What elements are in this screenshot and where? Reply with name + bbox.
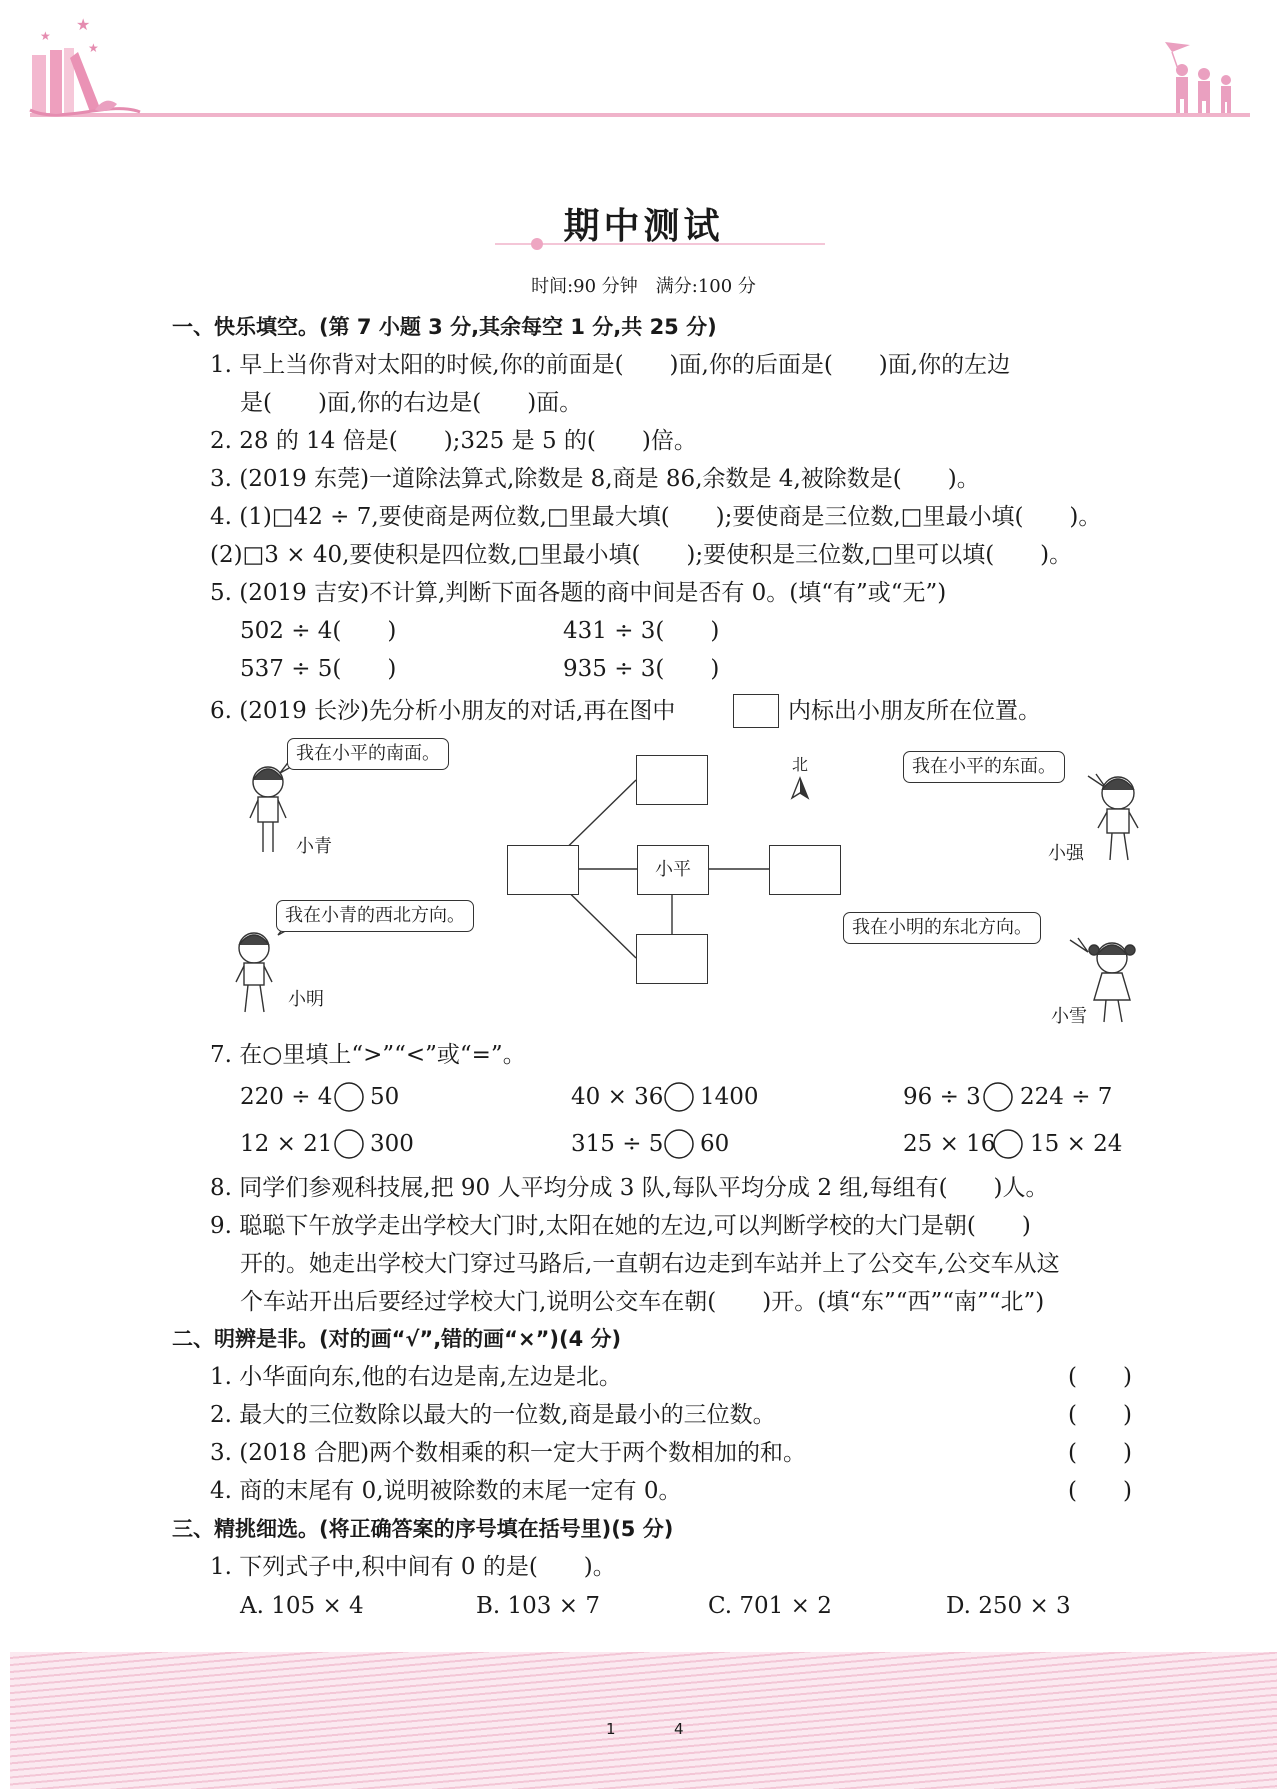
compare-circle[interactable] <box>992 1128 1024 1160</box>
answer-box-east[interactable] <box>769 845 841 895</box>
judge-item: 1. 小华面向东,他的右边是南,左边是北。 <box>210 1364 622 1390</box>
section2-heading: 二、明辨是非。(对的画“√”,错的画“×”)(4 分) <box>172 1327 622 1351</box>
speech-bubble-xiaoqiang: 我在小平的东面。 <box>903 751 1065 783</box>
judge-item: 3. (2018 合肥)两个数相乘的积一定大于两个数相加的和。 <box>210 1440 807 1466</box>
q7-left: 12 × 21 <box>240 1131 333 1157</box>
north-label: 北 <box>792 755 809 774</box>
q1-line1: 1. 早上当你背对太阳的时候,你的前面是( )面,你的后面是( )面,你的左边 <box>210 352 1011 378</box>
name-xiaoqing: 小青 <box>296 836 332 857</box>
page-number-1: 1 <box>606 1720 616 1738</box>
q5-item: 431 ÷ 3( ) <box>563 618 720 644</box>
q7-right: 60 <box>700 1131 730 1157</box>
q8: 8. 同学们参观科技展,把 90 人平均分成 3 队,每队平均分成 2 组,每组有( )人。 <box>210 1175 1049 1201</box>
kid-xiaoxue-icon <box>1089 943 1135 1022</box>
choice-q1: 1. 下列式子中,积中间有 0 的是( )。 <box>210 1554 616 1580</box>
q7: 7. 在○里填上“>”“<”或“=”。 <box>210 1042 526 1068</box>
kid-xiaoqiang-icon <box>1098 777 1138 860</box>
option-c: C. 701 × 2 <box>708 1593 832 1619</box>
q5-item: 537 ÷ 5( ) <box>240 656 397 682</box>
option-a: A. 105 × 4 <box>240 1593 364 1619</box>
judge-item: 2. 最大的三位数除以最大的一位数,商是最小的三位数。 <box>210 1402 776 1428</box>
q6-text-a: 6. (2019 长沙)先分析小朋友的对话,再在图中 <box>210 698 676 724</box>
q6-text-b: 内标出小朋友所在位置。 <box>788 698 1041 724</box>
compare-circle[interactable] <box>663 1081 695 1113</box>
answer-box-north[interactable] <box>636 755 708 805</box>
center-box-xiaoping <box>637 845 709 895</box>
q7-left: 315 ÷ 5 <box>571 1131 664 1157</box>
section3-heading: 三、精挑细选。(将正确答案的序号填在括号里)(5 分) <box>172 1517 674 1541</box>
judge-answer-paren[interactable]: ( ) <box>1068 1440 1132 1466</box>
q9-line1: 9. 聪聪下午放学走出学校大门时,太阳在她的左边,可以判断学校的大门是朝( ) <box>210 1213 1031 1239</box>
speech-bubble-xiaoqing: 我在小平的南面。 <box>287 738 449 770</box>
q9-line3: 个车站开出后要经过学校大门,说明公交车在朝( )开。(填“东”“西”“南”“北”) <box>240 1289 1045 1315</box>
q4-part1: 4. (1)□42 ÷ 7,要使商是两位数,□里最大填( );要使商是三位数,□里最小填( )。 <box>210 504 1102 530</box>
compare-circle[interactable] <box>663 1128 695 1160</box>
q5: 5. (2019 吉安)不计算,判断下面各题的商中间是否有 0。(填“有”或“无”) <box>210 580 947 606</box>
kid-xiaoming-icon <box>236 933 272 1012</box>
option-d: D. 250 × 3 <box>946 1593 1071 1619</box>
q7-right: 15 × 24 <box>1030 1131 1123 1157</box>
q5-item: 935 ÷ 3( ) <box>563 656 720 682</box>
judge-answer-paren[interactable]: ( ) <box>1068 1364 1132 1390</box>
page-number-2: 4 <box>674 1720 684 1738</box>
page-title: 期中测试 <box>563 205 724 247</box>
judge-answer-paren[interactable]: ( ) <box>1068 1478 1132 1504</box>
name-xiaoxue: 小雪 <box>1051 1006 1087 1027</box>
svg-text:★: ★ <box>88 41 99 55</box>
compare-circle[interactable] <box>982 1081 1014 1113</box>
option-b: B. 103 × 7 <box>476 1593 600 1619</box>
q7-right: 50 <box>370 1084 400 1110</box>
name-xiaoqiang: 小强 <box>1048 843 1084 864</box>
center-label: 小平 <box>655 859 691 880</box>
q7-right: 1400 <box>700 1084 759 1110</box>
svg-text:★: ★ <box>76 15 91 34</box>
section1-heading: 一、快乐填空。(第 7 小题 3 分,其余每空 1 分,共 25 分) <box>172 315 717 339</box>
compare-circle[interactable] <box>333 1128 365 1160</box>
q9-line2: 开的。她走出学校大门穿过马路后,一直朝右边走到车站并上了公交车,公交车从这 <box>240 1251 1060 1277</box>
q3: 3. (2019 东莞)一道除法算式,除数是 8,商是 86,余数是 4,被除数是( )。 <box>210 466 980 492</box>
compare-circle[interactable] <box>333 1081 365 1113</box>
q7-left: 40 × 36 <box>571 1084 664 1110</box>
q7-right: 224 ÷ 7 <box>1020 1084 1113 1110</box>
q7-right: 300 <box>370 1131 414 1157</box>
q2: 2. 28 的 14 倍是( );325 是 5 的( )倍。 <box>210 428 697 454</box>
name-xiaoming: 小明 <box>288 989 324 1010</box>
q4-part2: (2)□3 × 40,要使积是四位数,□里最小填( );要使积是三位数,□里可以填( )。 <box>210 542 1073 568</box>
judge-answer-paren[interactable]: ( ) <box>1068 1402 1132 1428</box>
kid-xiaoqing-icon <box>250 767 286 852</box>
speech-bubble-xiaoxue: 我在小明的东北方向。 <box>843 912 1041 944</box>
q7-left: 220 ÷ 4 <box>240 1084 333 1110</box>
footer-band <box>10 1652 1277 1789</box>
svg-text:★: ★ <box>40 29 51 43</box>
q1-line2: 是( )面,你的右边是( )面。 <box>240 390 583 416</box>
q5-item: 502 ÷ 4( ) <box>240 618 397 644</box>
speech-bubble-xiaoming: 我在小青的西北方向。 <box>276 900 474 932</box>
answer-box-west[interactable] <box>507 845 579 895</box>
answer-box-south[interactable] <box>636 934 708 984</box>
judge-item: 4. 商的末尾有 0,说明被除数的末尾一定有 0。 <box>210 1478 682 1504</box>
time-score-info: 时间:90 分钟 满分:100 分 <box>531 276 756 297</box>
q7-left: 96 ÷ 3 <box>903 1084 981 1110</box>
north-arrow-icon <box>792 778 808 798</box>
q7-left: 25 × 16 <box>903 1131 996 1157</box>
